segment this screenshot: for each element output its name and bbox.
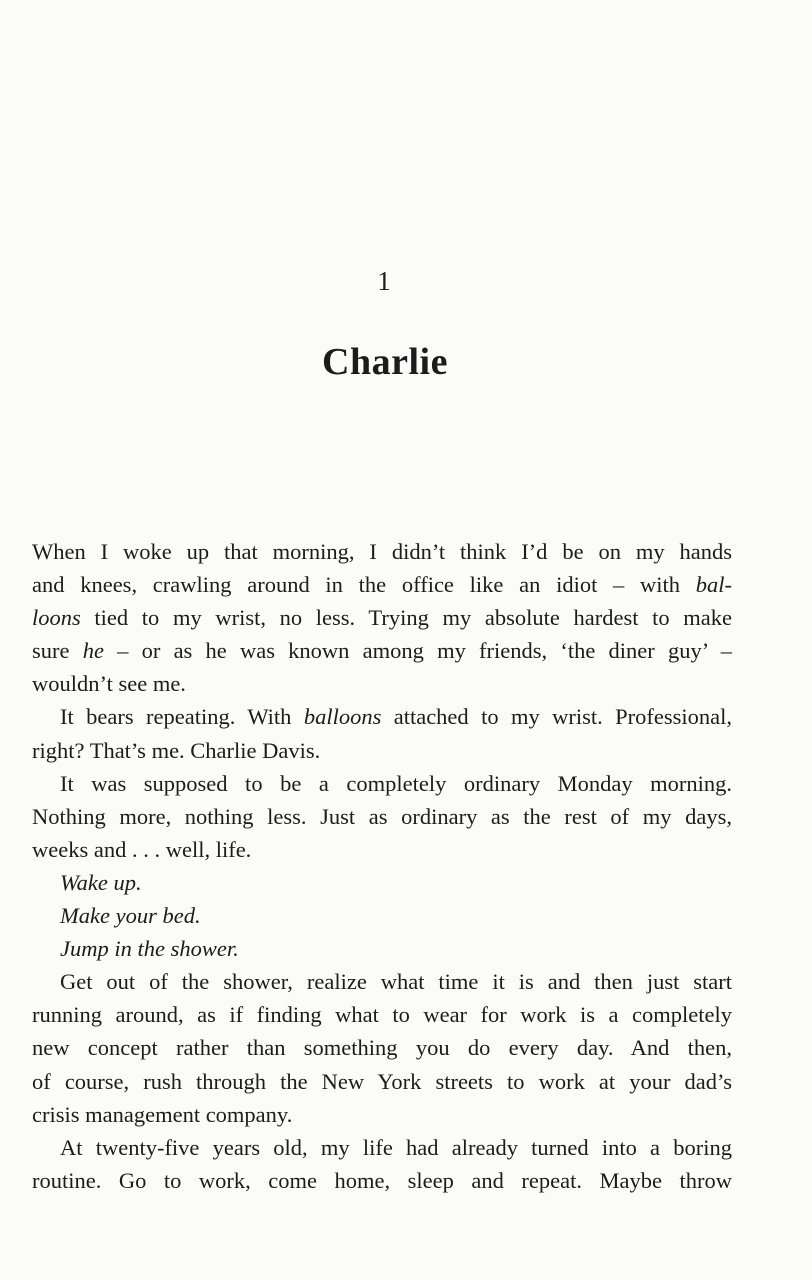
text-line — [32, 700, 732, 733]
text-run: Jump in the shower. — [60, 936, 239, 962]
text-run: – or as he was known among my friends, ‘the diner guy’ – — [103, 638, 732, 664]
text-line — [32, 1164, 732, 1197]
italic-text: loons — [32, 605, 81, 631]
text-run: attached to my wrist. Professional, — [381, 704, 732, 730]
text-line — [32, 667, 732, 700]
text-run: and knees, crawling around in the office like an idiot – with — [32, 572, 696, 598]
text-run: Get out of the shower, realize what time it is and then just start — [60, 969, 732, 995]
italic-text: he — [82, 638, 104, 664]
text-run: At twenty-five years old, my life had already turned into a boring — [60, 1134, 732, 1160]
text-run: It bears repeating. With — [60, 704, 304, 730]
italic-text: bal- — [695, 572, 732, 598]
text-run: routine. Go to work, come home, sleep and repeat. Maybe throw — [32, 1167, 732, 1193]
text-run: weeks and . . . well, life. — [32, 836, 252, 862]
text-run: right? That’s me. Charlie Davis. — [32, 737, 321, 763]
text-line — [32, 899, 732, 932]
chapter-number: 1 — [377, 266, 391, 296]
italic-text: balloons — [303, 704, 382, 730]
text-line — [32, 734, 732, 767]
text-line — [32, 535, 732, 568]
text-line — [32, 1065, 732, 1098]
text-run: It was supposed to be a completely ordinary Monday morning. — [60, 770, 732, 796]
text-run: crisis management company. — [32, 1101, 293, 1127]
text-run: Nothing more, nothing less. Just as ordinary as the rest of my days, — [32, 803, 732, 829]
text-line — [32, 833, 732, 866]
text-run: tied to my wrist, no less. Trying my absolute hardest to make — [80, 605, 732, 631]
text-line — [32, 932, 732, 965]
text-run: Make your bed. — [60, 903, 201, 929]
text-line — [32, 767, 732, 800]
text-line — [32, 1131, 732, 1164]
text-line — [32, 1098, 732, 1131]
text-run: running around, as if finding what to wear for work is a completely — [32, 1002, 732, 1028]
text-run: new concept rather than something you do every day. And then, — [32, 1035, 732, 1061]
text-line — [32, 601, 732, 634]
text-run: sure — [32, 638, 83, 664]
text-run: When I woke up that morning, I didn’t think I’d be on my hands — [32, 539, 732, 564]
text-line — [32, 866, 732, 899]
text-line — [32, 568, 732, 601]
text-run: wouldn’t see me. — [32, 671, 186, 697]
chapter-title: Charlie — [322, 341, 448, 383]
text-line — [32, 634, 732, 667]
chapter-body-text — [32, 535, 732, 1197]
text-line — [32, 1031, 732, 1064]
text-line — [32, 965, 732, 998]
text-line — [32, 998, 732, 1031]
text-run: of course, rush through the New York streets to work at your dad’s — [32, 1068, 732, 1094]
text-line — [32, 800, 732, 833]
text-run: Wake up. — [60, 869, 142, 895]
